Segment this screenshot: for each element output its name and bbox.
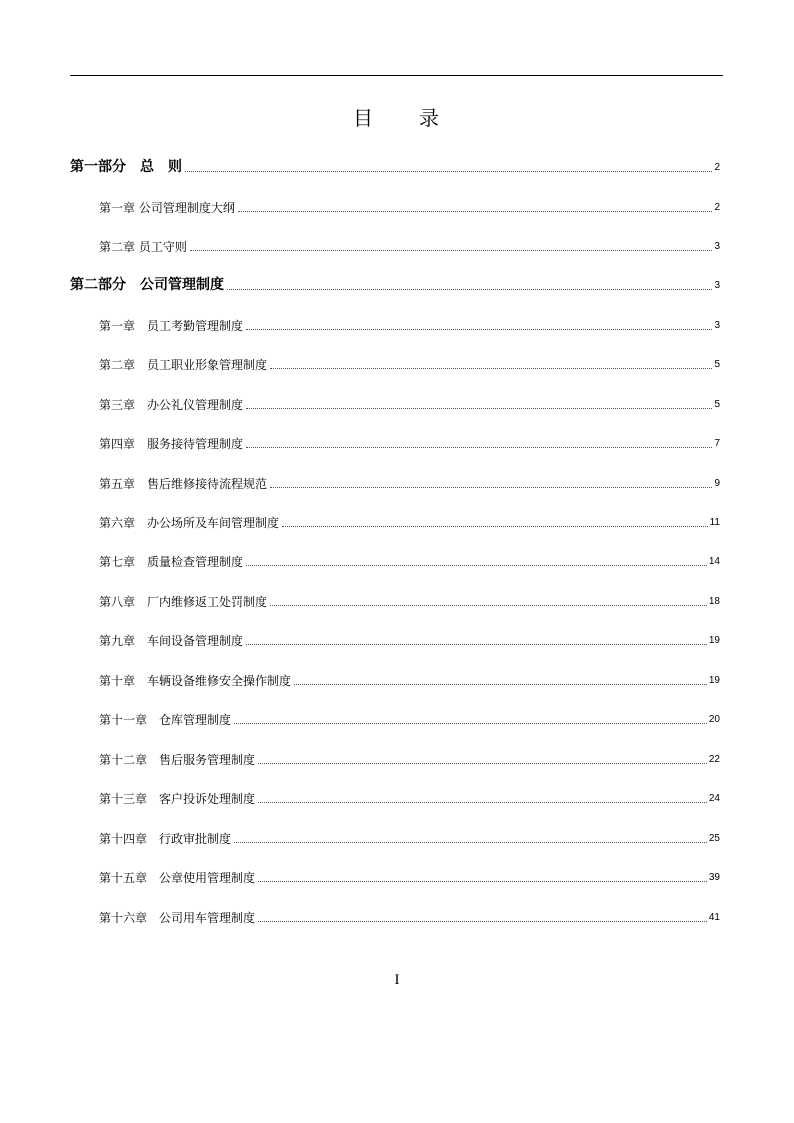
- toc-entry-label: 第十二章 售后服务管理制度: [99, 753, 256, 767]
- toc-entry-page: 11: [709, 517, 720, 528]
- toc-leader-dots: [238, 211, 713, 212]
- toc-entry-label: 第八章 厂内维修返工处罚制度: [99, 595, 268, 609]
- toc-entry-page: 24: [708, 793, 720, 804]
- toc-entry-chapter[interactable]: [99, 827, 720, 847]
- toc-entry-chapter[interactable]: [99, 235, 720, 255]
- toc-entry-chapter[interactable]: [99, 748, 720, 768]
- toc-leader-dots: [258, 921, 707, 922]
- toc-leader-dots: [227, 289, 712, 290]
- toc-entry-chapter[interactable]: [99, 353, 720, 373]
- toc-entry-label: 第一章 员工考勤管理制度: [99, 319, 244, 333]
- toc-entry-page: 19: [708, 635, 720, 646]
- toc-entry-label: 第十一章 仓库管理制度: [99, 713, 232, 727]
- toc-entry-label: 第十六章 公司用车管理制度: [99, 911, 256, 925]
- toc-leader-dots: [234, 842, 707, 843]
- toc-entry-page: 3: [714, 320, 720, 331]
- toc-entry-page: 18: [708, 596, 720, 607]
- toc-entry-label: 第六章 办公场所及车间管理制度: [99, 516, 280, 530]
- toc-entry-label: 第十章 车辆设备维修安全操作制度: [99, 674, 292, 688]
- toc-entry-page: 7: [714, 438, 720, 449]
- toc-entry-page: 20: [708, 714, 720, 725]
- toc-leader-dots: [185, 171, 712, 172]
- toc-entry-page: 22: [708, 754, 720, 765]
- toc-leader-dots: [258, 881, 707, 882]
- toc-leader-dots: [270, 487, 712, 488]
- toc-entry-part-2[interactable]: [70, 274, 720, 294]
- toc-entry-label: 第四章 服务接待管理制度: [99, 437, 244, 451]
- toc-entry-chapter[interactable]: [99, 314, 720, 334]
- toc-leader-dots: [246, 447, 712, 448]
- toc-entry-part-1[interactable]: [70, 156, 720, 176]
- toc-entry-label: 第十五章 公章使用管理制度: [99, 871, 256, 885]
- toc-entry-label: 第五章 售后维修接待流程规范: [99, 477, 268, 491]
- toc-entry-chapter[interactable]: [99, 550, 720, 570]
- toc-entry-chapter[interactable]: [99, 472, 720, 492]
- toc-entry-chapter[interactable]: [99, 906, 720, 926]
- toc-entry-page: 3: [714, 280, 720, 291]
- toc-leader-dots: [282, 526, 708, 527]
- toc-leader-dots: [258, 763, 707, 764]
- toc-entry-label: 第九章 车间设备管理制度: [99, 634, 244, 648]
- toc-entry-chapter[interactable]: [99, 787, 720, 807]
- toc-entry-chapter[interactable]: [99, 708, 720, 728]
- toc-entry-page: 41: [708, 912, 720, 923]
- toc-entry-chapter[interactable]: [99, 432, 720, 452]
- toc-entry-label: 第二部分 公司管理制度: [70, 277, 224, 293]
- toc-entry-page: 2: [714, 162, 720, 173]
- toc-entry-label: 第三章 办公礼仪管理制度: [99, 398, 244, 412]
- toc-entry-page: 5: [714, 359, 720, 370]
- toc-entry-chapter[interactable]: [99, 590, 720, 610]
- toc-leader-dots: [246, 408, 712, 409]
- toc-entry-page: 2: [714, 202, 720, 213]
- toc-leader-dots: [270, 605, 707, 606]
- toc-entry-chapter[interactable]: [99, 196, 720, 216]
- toc-entry-label: 第十四章 行政审批制度: [99, 832, 232, 846]
- toc-entry-chapter[interactable]: [99, 393, 720, 413]
- toc-entry-label: 第二章 员工职业形象管理制度: [99, 358, 268, 372]
- toc-leader-dots: [258, 802, 707, 803]
- toc-entry-page: 9: [714, 478, 720, 489]
- toc-entry-chapter[interactable]: [99, 629, 720, 649]
- toc-entry-label: 第二章 员工守则: [99, 240, 187, 254]
- toc-entry-label: 第一章 公司管理制度大纲: [99, 201, 235, 215]
- toc-leader-dots: [270, 368, 712, 369]
- toc-leader-dots: [246, 329, 712, 330]
- toc-entry-page: 14: [708, 556, 720, 567]
- toc-entry-page: 39: [708, 872, 720, 883]
- toc-entry-page: 19: [708, 675, 720, 686]
- toc-leader-dots: [234, 723, 707, 724]
- toc-entry-chapter[interactable]: [99, 866, 720, 886]
- toc-entry-label: 第一部分 总 则: [70, 159, 182, 175]
- toc-entry-page: 5: [714, 399, 720, 410]
- toc-entry-chapter[interactable]: [99, 669, 720, 689]
- toc-title: 目 录: [353, 106, 441, 130]
- toc-leader-dots: [190, 250, 713, 251]
- toc-entry-chapter[interactable]: [99, 511, 720, 531]
- toc-entry-label: 第十三章 客户投诉处理制度: [99, 792, 256, 806]
- toc-entry-label: 第七章 质量检查管理制度: [99, 555, 244, 569]
- page-number: I: [394, 972, 400, 988]
- toc-entry-page: 3: [714, 241, 720, 252]
- toc-leader-dots: [246, 565, 707, 566]
- toc-leader-dots: [246, 644, 707, 645]
- toc-leader-dots: [294, 684, 707, 685]
- toc-entry-page: 25: [708, 833, 720, 844]
